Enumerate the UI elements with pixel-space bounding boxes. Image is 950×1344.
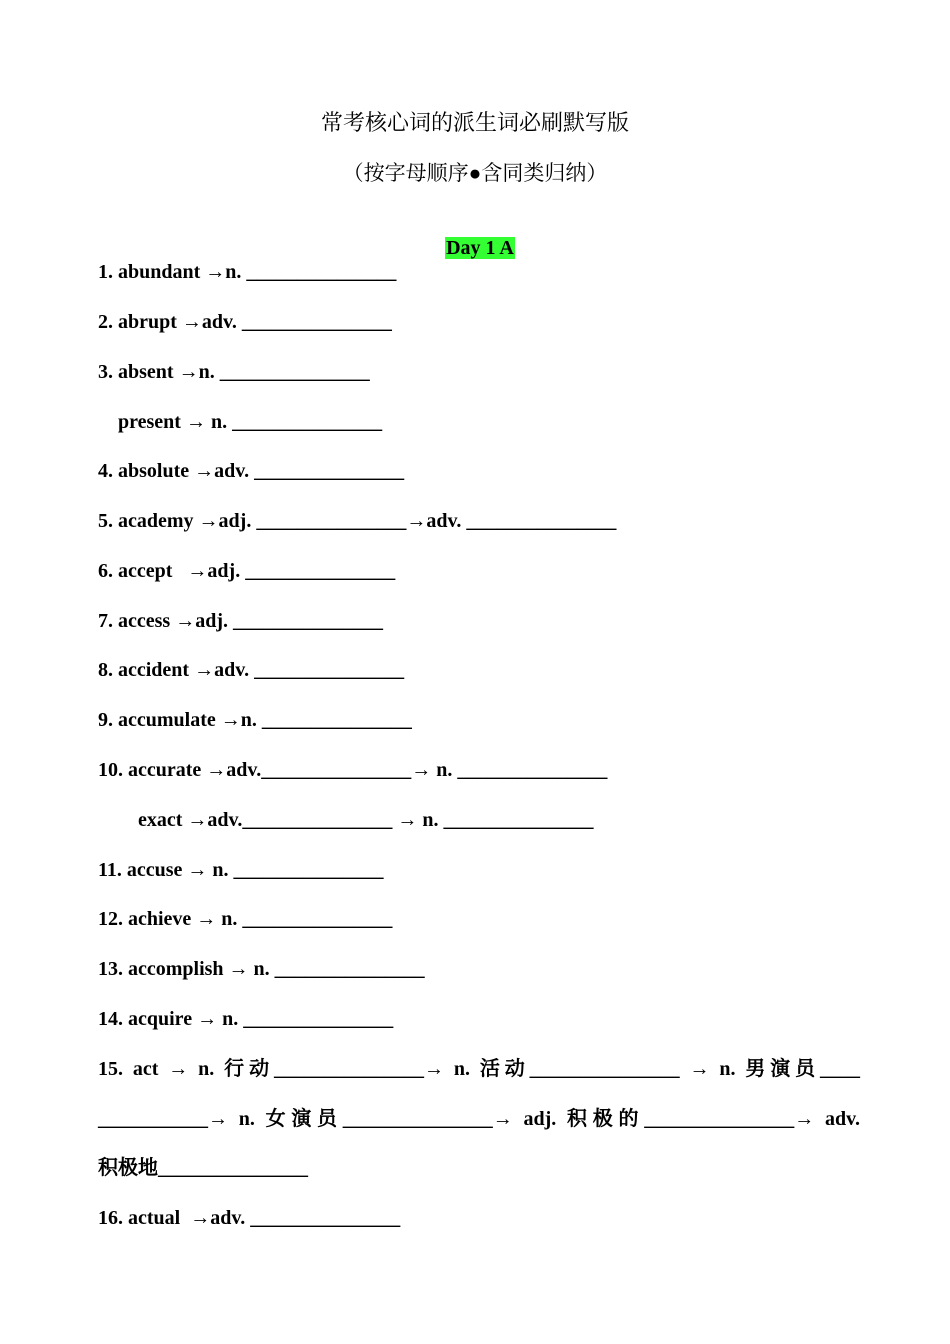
exercise-line: 14. acquire → n. _______________	[98, 1008, 394, 1030]
page-title: 常考核心词的派生词必刷默写版	[320, 110, 629, 135]
page-subtitle: （按字母顺序●含同类归纳）	[342, 161, 608, 185]
exercise-line: 6. accept →adj. _______________	[98, 560, 396, 582]
exercise-line: 4. absolute →adv. _______________	[98, 460, 405, 482]
exercise-line: 积极地_______________	[98, 1157, 308, 1179]
exercise-line: 7. access →adj. _______________	[98, 610, 383, 632]
exercise-line: exact →adv._______________ → n. _______________	[98, 809, 594, 831]
exercise-line: 13. accomplish → n. _______________	[98, 958, 425, 980]
day-label-row	[0, 209, 950, 261]
exercise-line: 16. actual →adv. _______________	[98, 1207, 401, 1229]
day-label: Day 1 A	[446, 237, 514, 259]
exercise-line: 15. act → n. 行动_______________→ n. 活动_______________ → n. 男演员____	[98, 1058, 860, 1080]
exercise-line: ___________→ n. 女演员_______________→ adj. 积极的_______________→ adv.	[98, 1108, 860, 1130]
exercise-line: 10. accurate →adv._______________→ n. _______________	[98, 759, 608, 781]
exercise-line: 5. academy →adj. _______________→adv. _______________	[98, 510, 617, 532]
exercise-line: 12. achieve → n. _______________	[98, 908, 393, 930]
exercise-line: 9. accumulate →n. _______________	[98, 709, 412, 731]
exercise-line: 8. accident →adv. _______________	[98, 659, 405, 681]
exercise-line: 11. accuse → n. _______________	[98, 859, 384, 881]
exercise-line: 3. absent →n. _______________	[98, 361, 370, 383]
exercise-line: 2. abrupt →adv. _______________	[98, 311, 392, 333]
exercise-line: 1. abundant →n. _______________	[98, 261, 397, 283]
exercise-line: present → n. _______________	[98, 411, 383, 433]
